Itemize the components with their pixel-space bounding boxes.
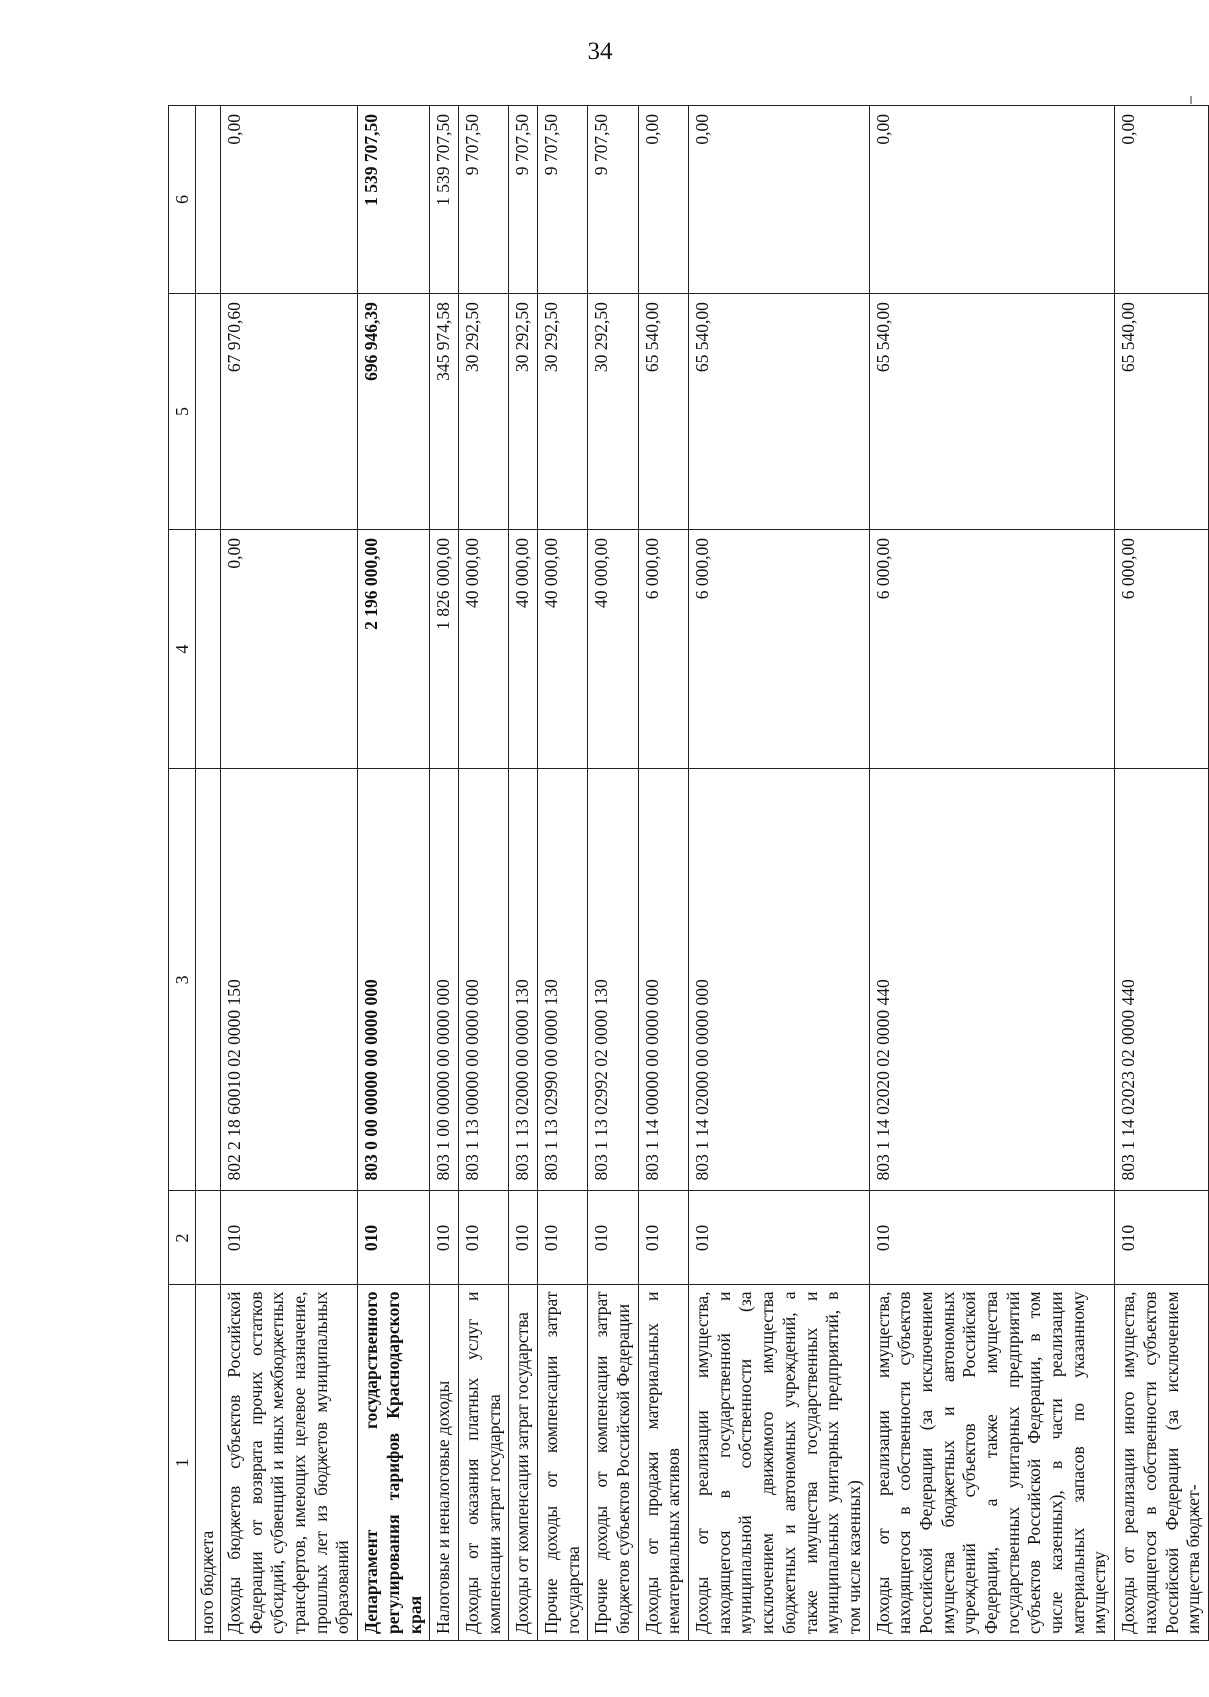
row-value-col5: 30 292,50 — [509, 294, 538, 530]
row-budget-classification-code: 803 1 14 02000 00 0000 000 — [689, 769, 870, 1191]
row-value-col5: 65 540,00 — [1115, 294, 1209, 530]
header-col-1: 1 — [169, 1285, 196, 1641]
table-body — [196, 106, 1209, 1641]
header-col-5: 5 — [169, 294, 196, 530]
row-value-col6: 9 707,50 — [537, 106, 587, 294]
row-budget-classification-code: 803 1 00 00000 00 0000 000 — [430, 769, 459, 1191]
row-value-col5: 345 974,58 — [430, 294, 459, 530]
row-value-col4: 40 000,00 — [458, 529, 508, 768]
row-value-col4: 0,00 — [221, 529, 358, 768]
row-value-col4: 40 000,00 — [537, 529, 587, 768]
row-value-col6: 0,00 — [638, 106, 688, 294]
row-description: Департамент государственного регулирования тарифов Краснодарского края — [358, 1285, 430, 1641]
row-value-col4: 6 000,00 — [869, 529, 1115, 768]
row-description: Прочие доходы от компенсации затрат государства — [537, 1285, 587, 1641]
table-row — [430, 106, 459, 1641]
table-row — [689, 106, 870, 1641]
row-admin-code: 010 — [430, 1191, 459, 1285]
row-description: Доходы от продажи материальных и нематериальных активов — [638, 1285, 688, 1641]
row-value-col5: 30 292,50 — [537, 294, 587, 530]
row-budget-classification-code: 803 1 13 02992 02 0000 130 — [588, 769, 638, 1191]
row-description: Доходы от реализации имущества, находящегося в собственности субъектов Российской Федерации (за исключением имущества бюджетных и автономных учреждений субъектов Российской Федерации, а также имущества государственных унитарных предприятий субъектов Российской Федерации, в том числе казенных), в части реализации материальных запасов по указанному имуществу — [869, 1285, 1115, 1641]
row-description: Доходы от компенсации затрат государства — [509, 1285, 538, 1641]
row-value-col4: 40 000,00 — [509, 529, 538, 768]
row-admin-code: 010 — [358, 1191, 430, 1285]
row-budget-classification-code: 803 1 13 00000 00 0000 000 — [458, 769, 508, 1191]
row-budget-classification-code — [196, 769, 221, 1191]
row-admin-code: 010 — [588, 1191, 638, 1285]
row-value-col6: 9 707,50 — [458, 106, 508, 294]
scan-artifact — [1190, 96, 1192, 104]
row-description: Доходы от реализации иного имущества, находящегося в собственности субъектов Российской Федерации (за исключением имущества бюджет- — [1115, 1285, 1209, 1641]
row-value-col6: 0,00 — [689, 106, 870, 294]
row-description: Доходы от реализации имущества, находящегося в государственной и муниципальной собственности (за исключением движимого имущества бюджетных и автономных учреждений, а также имущества государственных и муниципальных унитарных предприятий, в том числе казенных) — [689, 1285, 870, 1641]
row-budget-classification-code: 802 2 18 60010 02 0000 150 — [221, 769, 358, 1191]
row-budget-classification-code: 803 1 13 02000 00 0000 130 — [509, 769, 538, 1191]
row-value-col6: 1 539 707,50 — [430, 106, 459, 294]
row-value-col4: 6 000,00 — [1115, 529, 1209, 768]
row-description: Доходы от оказания платных услуг и компенсации затрат государства — [458, 1285, 508, 1641]
row-admin-code: 010 — [458, 1191, 508, 1285]
row-value-col5 — [196, 294, 221, 530]
row-value-col4 — [196, 529, 221, 768]
table-row — [509, 106, 538, 1641]
rotated-table-wrapper — [168, 105, 1204, 1641]
table-row — [221, 106, 358, 1641]
header-col-3: 3 — [169, 769, 196, 1191]
row-admin-code: 010 — [509, 1191, 538, 1285]
row-value-col4: 40 000,00 — [588, 529, 638, 768]
row-description: ного бюджета — [196, 1285, 221, 1641]
row-value-col5: 30 292,50 — [458, 294, 508, 530]
row-value-col6: 0,00 — [1115, 106, 1209, 294]
row-value-col6: 9 707,50 — [588, 106, 638, 294]
row-budget-classification-code: 803 1 14 02020 02 0000 440 — [869, 769, 1115, 1191]
row-admin-code: 010 — [221, 1191, 358, 1285]
row-budget-classification-code: 803 0 00 00000 00 0000 000 — [358, 769, 430, 1191]
header-col-4: 4 — [169, 529, 196, 768]
row-value-col5: 65 540,00 — [869, 294, 1115, 530]
table-row — [588, 106, 638, 1641]
table-row — [458, 106, 508, 1641]
row-admin-code: 010 — [1115, 1191, 1209, 1285]
row-value-col6: 0,00 — [221, 106, 358, 294]
row-admin-code: 010 — [638, 1191, 688, 1285]
row-admin-code — [196, 1191, 221, 1285]
row-budget-classification-code: 803 1 14 02023 02 0000 440 — [1115, 769, 1209, 1191]
row-value-col5: 696 946,39 — [358, 294, 430, 530]
row-description: Прочие доходы от компенсации затрат бюджетов субъектов Российской Федерации — [588, 1285, 638, 1641]
header-col-6: 6 — [169, 106, 196, 294]
row-value-col5: 30 292,50 — [588, 294, 638, 530]
row-budget-classification-code: 803 1 13 02990 00 0000 130 — [537, 769, 587, 1191]
row-value-col4: 2 196 000,00 — [358, 529, 430, 768]
row-value-col6 — [196, 106, 221, 294]
revenue-table — [168, 105, 1209, 1641]
page-number: 34 — [587, 38, 613, 65]
row-admin-code: 010 — [537, 1191, 587, 1285]
row-value-col5: 65 540,00 — [689, 294, 870, 530]
header-row — [169, 106, 196, 1641]
row-admin-code: 010 — [869, 1191, 1115, 1285]
table-row — [638, 106, 688, 1641]
row-value-col4: 6 000,00 — [638, 529, 688, 768]
row-description: Доходы бюджетов субъектов Российской Федерации от возврата прочих остатков субсидий, субвенций и иных межбюджетных трансфертов, имеющих целевое назначение, прошлых лет из бюджетов муниципальных образований — [221, 1285, 358, 1641]
row-description: Налоговые и неналоговые доходы — [430, 1285, 459, 1641]
row-value-col5: 67 970,60 — [221, 294, 358, 530]
table-row — [196, 106, 221, 1641]
row-admin-code: 010 — [689, 1191, 870, 1285]
table-row — [869, 106, 1115, 1641]
table-row — [537, 106, 587, 1641]
row-value-col4: 1 826 000,00 — [430, 529, 459, 768]
row-budget-classification-code: 803 1 14 00000 00 0000 000 — [638, 769, 688, 1191]
row-value-col6: 0,00 — [869, 106, 1115, 294]
row-value-col5: 65 540,00 — [638, 294, 688, 530]
row-value-col6: 9 707,50 — [509, 106, 538, 294]
table-row — [1115, 106, 1209, 1641]
row-value-col4: 6 000,00 — [689, 529, 870, 768]
header-col-2: 2 — [169, 1191, 196, 1285]
row-value-col6: 1 539 707,50 — [358, 106, 430, 294]
table-row — [358, 106, 430, 1641]
